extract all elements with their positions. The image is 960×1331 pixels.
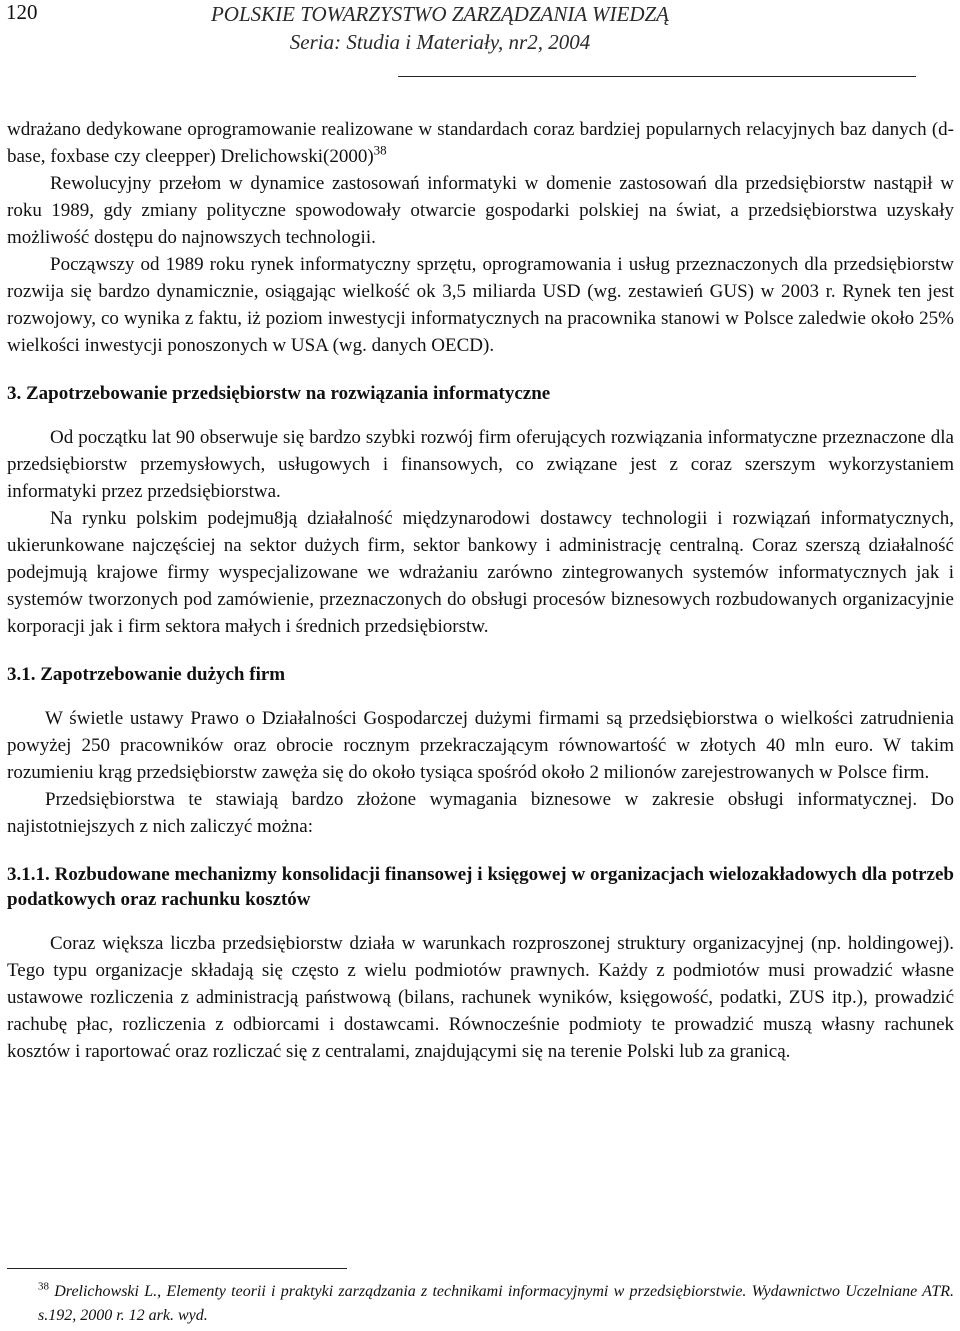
header-rule: [398, 76, 916, 77]
paragraph-text: wdrażano dedykowane oprogramowanie realizowane w standardach coraz bardziej popularnych relacyjnych baz danych (d-base, foxbase czy cleepper) Drelichowski(2000): [7, 119, 954, 167]
footnote: [38, 1280, 954, 1328]
paragraph: W świetle ustawy Prawo o Działalności Gospodarczej dużymi firmami są przedsiębiorstwa o wielkości zatrudnienia powyżej 250 pracowników oraz obrocie rocznym przekraczającym równowartość w złotych 40 mln euro. W takim rozumieniu krąg przedsiębiorstw zawęża się do około tysiąca spośród około 2 milionów zarejestrowanych w Polsce firm.: [7, 708, 954, 783]
paragraph: Na rynku polskim podejmu8ją działalność międzynarodowi dostawcy technologii i rozwiązań informatycznych, ukierunkowane najczęściej na sektor dużych firm, sektor bankowy i administrację centralną. Coraz szerszą działalność podejmują krajowe firmy wyspecjalizowane we wdrażaniu zarówno zintegrowanych systemów informatycznych jak i systemów tworzonych pod zamówienie, przeznaczonych do obsługi procesów biznesowych rozbudowanych organizacyjnie korporacji jak i firm sektora małych i średnich przedsiębiorstw.: [7, 508, 954, 637]
footnote-reference: 38: [373, 142, 387, 158]
series-line: Seria: Studia i Materiały, nr2, 2004: [289, 30, 591, 54]
journal-title: POLSKIE TOWARZYSTWO ZARZĄDZANIA WIEDZĄ: [210, 2, 670, 26]
footnote-number: 38: [38, 1280, 49, 1293]
paragraph: Od początku lat 90 obserwuje się bardzo szybki rozwój firm oferujących rozwiązania informatyczne przeznaczone dla przedsiębiorstw przemysłowych, usługowych i finansowych, co związane jest z coraz szerszym wykorzystaniem informatyki przez przedsiębiorstwa.: [7, 427, 954, 502]
section-heading: 3. Zapotrzebowanie przedsiębiorstw na rozwiązania informatyczne: [7, 383, 551, 404]
running-header: [0, 0, 880, 56]
footnote-text: Drelichowski L., Elementy teorii i praktyki zarządzania z technikami informacyjnymi w przedsiębiorstwie. Wydawnictwo Uczelniane ATR. s.192, 2000 r. 12 ark. wyd.: [38, 1283, 954, 1324]
footnote-rule: [7, 1268, 347, 1269]
paragraph: Przedsiębiorstwa te stawiają bardzo złożone wymagania biznesowe w zakresie obsługi informatycznej. Do najistotniejszych z nich zaliczyć można:: [7, 789, 954, 837]
paragraph: Rewolucyjny przełom w dynamice zastosowań informatyki w domenie zastosowań dla przedsiębiorstw nastąpił w roku 1989, gdy zmiany polityczne spowodowały otwarcie gospodarki polskiej na świat, a przedsiębiorstwa uzyskały możliwość dostępu do najnowszych technologii.: [7, 173, 954, 248]
paragraph-continuation: [7, 116, 954, 170]
paragraph: Coraz większa liczba przedsiębiorstw działa w warunkach rozproszonej struktury organizacyjnej (np. holdingowej). Tego typu organizacje składają się często z wielu podmiotów prawnych. Każdy z podmiotów musi prowadzić własne ustawowe rozliczenia z administracją państwową (bilans, rachunek wyników, księgowość, podatki, ZUS itp.), prowadzić rachubę płac, rozliczenia z odbiorcami i dostawcami. Równocześnie podmioty te prowadzić muszą własny rachunek kosztów i raportować oraz rozliczać się z centralami, znajdującymi się na terenie Polski lub za granicą.: [7, 933, 954, 1062]
page-content: [7, 116, 954, 1065]
subsubsection-heading: 3.1.1. Rozbudowane mechanizmy konsolidacji finansowej i księgowej w organizacjach wielozakładowych dla potrzeb podatkowych oraz rachunku kosztów: [7, 864, 954, 910]
paragraph: Począwszy od 1989 roku rynek informatyczny sprzętu, oprogramowania i usług przeznaczonych dla przedsiębiorstw rozwija się bardzo dynamicznie, osiągając wielkość ok 3,5 miliarda USD (wg. zestawień GUS) w 2003 r. Rynek ten jest rozwojowy, co wynika z faktu, iż poziom inwestycji informatycznych na pracownika stanowi w Polsce zaledwie około 25% wielkości inwestycji ponoszonych w USA (wg. danych OECD).: [7, 254, 954, 356]
page-number: 120: [6, 0, 38, 24]
subsection-heading: 3.1. Zapotrzebowanie dużych firm: [7, 664, 286, 685]
